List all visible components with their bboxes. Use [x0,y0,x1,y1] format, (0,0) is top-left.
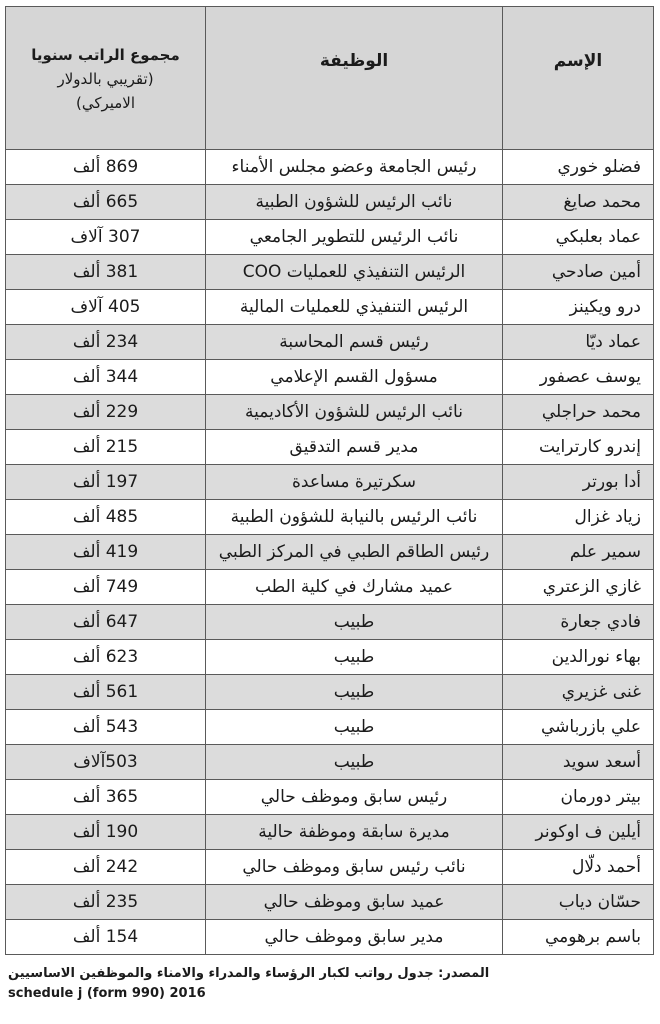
name-cell: يوسف عصفور [503,360,654,395]
salary-cell: 647 ألف [6,605,206,640]
name-cell: فضلو خوري [503,150,654,185]
name-cell: علي بازرباشي [503,710,654,745]
salary-cell: 229 ألف [6,395,206,430]
salary-cell: 503آلاف [6,745,206,780]
header-salary-note-2: الاميركي) [75,94,136,112]
name-cell: أيلين ف اوكونر [503,815,654,850]
name-cell: درو ويكينز [503,290,654,325]
salary-cell: 405 آلاف [6,290,206,325]
salary-cell: 665 ألف [6,185,206,220]
role-cell: طبيب [206,605,503,640]
salary-cell: 561 ألف [6,675,206,710]
role-cell: طبيب [206,640,503,675]
salary-cell: 234 ألف [6,325,206,360]
salary-cell: 485 ألف [6,500,206,535]
salary-cell: 215 ألف [6,430,206,465]
salary-cell: 365 ألف [6,780,206,815]
salary-cell: 344 ألف [6,360,206,395]
name-cell: إندرو كارترايت [503,430,654,465]
name-cell: باسم برهومي [503,920,654,955]
header-name: الإسم [503,7,654,150]
source-line-arabic: المصدر: جدول رواتب لكبار الرؤساء والمدراء والامناء والموظفين الاساسيين [8,966,490,981]
name-cell: حسّان دياب [503,885,654,920]
header-salary-title: مجموع الراتب سنويا [31,46,180,64]
table-header [6,7,654,150]
source-note [8,964,652,1004]
salary-table-container [6,6,654,955]
salary-cell: 242 ألف [6,850,206,885]
role-cell: عميد مشارك في كلية الطب [206,570,503,605]
table-row [6,430,654,465]
name-cell: أمين صادحي [503,255,654,290]
role-cell: طبيب [206,745,503,780]
table-row [6,500,654,535]
role-cell: مديرة سابقة وموظفة حالية [206,815,503,850]
salary-table [5,6,654,955]
role-cell: نائب الرئيس للشؤون الطبية [206,185,503,220]
header-salary-note: (تقريبي بالدولار [57,70,154,88]
name-cell: زياد غزال [503,500,654,535]
role-cell: الرئيس التنفيذي للعمليات المالية [206,290,503,325]
role-cell: مسؤول القسم الإعلامي [206,360,503,395]
table-row [6,360,654,395]
table-row [6,325,654,360]
role-cell: مدير سابق وموظف حالي [206,920,503,955]
name-cell: أسعد سويد [503,745,654,780]
table-row [6,150,654,185]
table-row [6,745,654,780]
role-cell: رئيس الطاقم الطبي في المركز الطبي [206,535,503,570]
name-cell: سمير علم [503,535,654,570]
table-row [6,850,654,885]
role-cell: نائب الرئيس للتطوير الجامعي [206,220,503,255]
salary-cell: 543 ألف [6,710,206,745]
name-cell: عماد بعلبكي [503,220,654,255]
salary-cell: 197 ألف [6,465,206,500]
table-row [6,885,654,920]
table-row [6,465,654,500]
table-row [6,255,654,290]
role-cell: رئيس قسم المحاسبة [206,325,503,360]
table-row [6,185,654,220]
table-row [6,710,654,745]
salary-cell: 235 ألف [6,885,206,920]
table-row [6,815,654,850]
table-row [6,570,654,605]
name-cell: أحمد دلّال [503,850,654,885]
name-cell: فادي جعارة [503,605,654,640]
role-cell: رئيس الجامعة وعضو مجلس الأمناء [206,150,503,185]
role-cell: طبيب [206,675,503,710]
role-cell: نائب الرئيس للشؤون الأكاديمية [206,395,503,430]
salary-cell: 190 ألف [6,815,206,850]
header-role: الوظيفة [206,7,503,150]
table-row [6,220,654,255]
table-row [6,640,654,675]
salary-cell: 623 ألف [6,640,206,675]
name-cell: عماد ديّا [503,325,654,360]
name-cell: غازي الزعتري [503,570,654,605]
name-cell: غنى غزيري [503,675,654,710]
role-cell: رئيس سابق وموظف حالي [206,780,503,815]
name-cell: محمد حراجلي [503,395,654,430]
salary-cell: 307 آلاف [6,220,206,255]
role-cell: نائب رئيس سابق وموظف حالي [206,850,503,885]
name-cell: محمد صايغ [503,185,654,220]
salary-cell: 869 ألف [6,150,206,185]
table-row [6,395,654,430]
table-row [6,675,654,710]
role-cell: مدير قسم التدقيق [206,430,503,465]
table-row [6,920,654,955]
table-row [6,290,654,325]
salary-cell: 749 ألف [6,570,206,605]
table-row [6,535,654,570]
source-line-english: schedule j (form 990) 2016 [8,986,206,1001]
role-cell: نائب الرئيس بالنيابة للشؤون الطبية [206,500,503,535]
name-cell: بيتر دورمان [503,780,654,815]
table-body [6,150,654,955]
salary-cell: 381 ألف [6,255,206,290]
role-cell: عميد سابق وموظف حالي [206,885,503,920]
salary-cell: 154 ألف [6,920,206,955]
name-cell: أدا بورتر [503,465,654,500]
salary-cell: 419 ألف [6,535,206,570]
header-salary [6,7,206,150]
table-row [6,780,654,815]
role-cell: الرئيس التنفيذي للعمليات COO [206,255,503,290]
table-row [6,605,654,640]
role-cell: طبيب [206,710,503,745]
header-row [6,7,654,150]
role-cell: سكرتيرة مساعدة [206,465,503,500]
name-cell: بهاء نورالدين [503,640,654,675]
